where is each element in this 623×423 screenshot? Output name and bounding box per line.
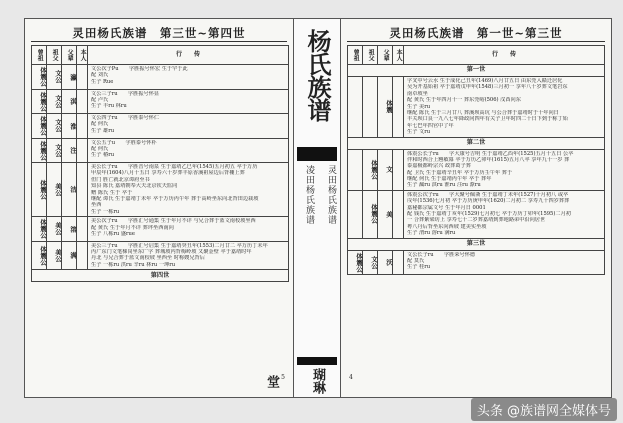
biography-cell (88, 114, 289, 139)
generation-header-row (348, 65, 605, 77)
biography-line: 生子 文ru (407, 129, 431, 136)
lineage-cell: 体震公 (32, 114, 47, 139)
biography-line: 生子 一栋ru 洪ru 辛ru 林ru 一坤ru (91, 261, 176, 268)
biography-line: 生子 一栋ru (91, 208, 120, 215)
biography-cell (88, 138, 289, 163)
self-cell (393, 149, 404, 190)
biography-cell (404, 190, 605, 238)
book-spine (264, 18, 340, 398)
lineage-cell: 溶 (62, 217, 77, 242)
lineage-cell: 体震公 (348, 250, 363, 275)
lineage-cell: 文公 (47, 65, 62, 90)
biography-line: 泰嘉极都岭宗兴 政葬葛子葬 (407, 163, 471, 170)
column-header: 曾祖 (348, 46, 363, 65)
right-title-rule (347, 41, 605, 42)
right-page-title: 灵田杨氏族谱 第一世~第三世 (389, 26, 563, 40)
biography-line: 继配 何氏 生于嘉靖丙午年 卒于 葬年 (407, 176, 492, 183)
biography-line: 丙广东门文笔梯岗坐东广字 葬城坡内背梅岭坡 又聚金壁 卒于嘉靖时年 (91, 249, 252, 256)
biography-line: 粤八丹后背坐东向西坡 建美实坐坡 (407, 223, 487, 230)
biography-line: 坐西 (91, 202, 102, 209)
lineage-cell: 洁 (62, 163, 77, 217)
biography-line: 配 卫氏 生于嘉靖辛丑年 卒于万历壬午年 葬于 (407, 169, 513, 176)
lineage-cell: 体震公 (32, 241, 47, 270)
self-cell (77, 65, 88, 90)
lineage-cell: 体震公 (32, 217, 47, 242)
generation-label: 第四世 (32, 270, 289, 282)
biography-line: 配 何氏 (91, 145, 109, 152)
lineage-cell: 文 (378, 149, 393, 190)
column-header: 祖父 (47, 46, 62, 65)
biography-line: 生子 丰ru 林ru (91, 103, 127, 110)
genealogy-entry-row (32, 65, 289, 90)
generation-label: 第二世 (348, 137, 605, 149)
spine-divider-top (297, 147, 337, 161)
biography-cell (88, 241, 289, 270)
biography-line: 文公三子ru 字胜振号怀显 (91, 90, 160, 97)
lineage-cell (348, 190, 363, 238)
biography-line: 吴为开基始祖 卒于嘉靖戊申年(1548)三月初一 享年八十岁葬文笔岩东 (407, 84, 568, 91)
right-page (340, 18, 612, 398)
self-cell (77, 163, 88, 217)
biography-line: 年七巴年四官中了年 (407, 122, 454, 129)
genealogy-entry-row (348, 190, 605, 238)
self-cell (393, 250, 404, 275)
lineage-cell: 瀛 (62, 65, 77, 90)
spine-subtitle-right: 灵田杨氏族谱 (326, 165, 336, 225)
biography-line: 丰关坝口良一九八七年降政问四年有关子卫年时四二十日下到于称丁始 (407, 116, 568, 123)
genealogy-entry-row (32, 114, 289, 139)
lineage-cell: 满 (62, 241, 77, 270)
lineage-cell: 文公 (47, 89, 62, 114)
biography-line: 南卓坡坐 (407, 90, 428, 97)
column-header: 本人 (77, 46, 88, 65)
biography-line: 生子 椿ru (91, 152, 115, 159)
biography-line: 文公长子ru 字胜荣号怀德 (407, 251, 476, 258)
lineage-cell (363, 77, 378, 138)
lineage-cell (348, 149, 363, 190)
biography-line: 文公次子Pu 字胜振号怀宏 生于罕于此 (91, 66, 188, 72)
lineage-cell: 体震公 (363, 190, 378, 238)
lineage-cell: 体震公 (363, 149, 378, 190)
lineage-cell: 美公 (47, 217, 62, 242)
self-cell (77, 241, 88, 270)
biography-line: 生子 Rue (91, 78, 114, 85)
lineage-cell: 文公 (47, 138, 62, 163)
right-page-number: 4 (349, 374, 353, 381)
biography-line: 文公四子ru 字胜泰号怀仁 (91, 115, 160, 121)
genealogy-entry-row (32, 89, 289, 114)
genealogy-entry-row (348, 149, 605, 190)
biography-line: 配 钱氏 生于嘉靖丁亥年(1529)七月初七 卒于万历丁卯年(1595)二月初 (407, 211, 571, 218)
generation-header-row (348, 238, 605, 250)
genealogy-entry-row (32, 138, 289, 163)
lineage-cell: 注 (62, 138, 77, 163)
biography-line: 体震公长子ru 字大康号吉明 生于嘉靖乙酉年(1525)五月十五日 公卒 (407, 150, 574, 157)
self-cell (393, 190, 404, 238)
biography-line: 生子 美ru (407, 103, 431, 110)
lineage-cell: 淇 (62, 89, 77, 114)
biography-line: 配 黄氏 生于年四月十一 葬东莞峪(506) 戊酉向东 (407, 97, 521, 104)
lineage-cell: 体震公 (32, 65, 47, 90)
left-genealogy-table (31, 45, 289, 282)
biography-line: 嘉秘都宗属文号 生于年月日 0001 (407, 204, 486, 211)
biography-line: 丹北 与兄合葬于蓝文南校坡 坐西至 时称嫂兄背后 (91, 255, 205, 262)
genealogy-entry-row (348, 77, 605, 138)
lineage-cell: 体震公 (32, 163, 47, 217)
right-genealogy-table (347, 45, 605, 275)
biography-line: 生子 八栋ru 盛rue (91, 230, 135, 237)
spine-publisher: 瑚琳堂 (264, 368, 325, 394)
column-header: 父辈 (62, 46, 77, 65)
left-title-rule (31, 41, 287, 42)
lineage-cell: 文公 (47, 114, 62, 139)
lineage-cell: 淮 (62, 114, 77, 139)
lineage-cell: 沃 (378, 250, 393, 275)
biography-cell (88, 217, 289, 242)
biography-line: 知县 陈氏 嘉靖朝奉大夫北京钦天监同 (91, 183, 178, 190)
biography-line: 甲辰年(1604)八月十五日 享寿六十岁葬丰原香溪祖屋边后背棚上葬 (91, 170, 245, 177)
genealogy-entry-row (32, 241, 289, 270)
biography-line: 文公五子u 字胜泰号怀朴 (91, 139, 157, 146)
genealogy-entry-row (32, 217, 289, 242)
biography-cell (404, 77, 605, 138)
spine-subtitle-left: 凌田杨氏族谱 (304, 165, 314, 225)
lineage-cell: 体震公 (32, 89, 47, 114)
column-header: 行 传 (404, 46, 605, 65)
lineage-cell: 体震公 (32, 138, 47, 163)
biography-line: 继配 谭氏 生于嘉靖丁未年 卒于万历丙午年 葬于高岭坐东向北背田边栽坡 (91, 195, 259, 202)
generation-label: 第一世 (348, 65, 605, 77)
biography-line: 赠 陈氏 生于 卒于 (91, 189, 133, 196)
genealogy-entry-row (348, 250, 605, 275)
biography-cell (88, 163, 289, 217)
biography-line: 美公长子ru 字胜晋号南泉 生于嘉靖乙巳年(1545)五月初五 卒于万历 (91, 164, 258, 170)
self-cell (77, 89, 88, 114)
spine-divider-bottom (297, 357, 337, 365)
biography-cell (404, 250, 605, 275)
biography-line: 美公次子ru 字胜汇号通集 生于年月不详 与兄合葬于蓝文南校坡坐西 (91, 218, 256, 225)
biography-line: 配 黄氏 生于年月不详 葬坪坐西南向 (91, 224, 174, 231)
biography-line: 字叉中号云水 生于成化己丑年(1469)八月廿五日 由东莞入赣迁居化 (407, 78, 563, 84)
biography-line: 生子 桂ru (407, 264, 431, 271)
left-page-number: 5 (281, 374, 285, 381)
biography-line: 生子 渢ru 淇ru 淮ru 注ru 潦ru (407, 182, 481, 189)
self-cell (393, 77, 404, 138)
biography-line: 体震公次子ru 字大聚号佩斋 生于嘉靖丁未年(1527)十月初八 或卒 (407, 191, 569, 198)
column-header: 祖父 (363, 46, 378, 65)
column-header: 曾祖 (32, 46, 47, 65)
biography-line: 生子 渭ru 溶ru 满ru (407, 230, 456, 237)
self-cell (77, 217, 88, 242)
biography-line: 戌年(1536)七月初 卒于万历庚申年(1620)二月初二 享寿九十四岁葬葬 (407, 198, 570, 205)
biography-cell (88, 89, 289, 114)
generation-header-row (348, 137, 605, 149)
genealogy-entry-row (32, 163, 289, 217)
left-page (24, 18, 294, 398)
biography-line: 一 合葬紫梁坊上 享寿七十二岁葬嘉靖到葬地路弟中沿向居世 (407, 217, 546, 224)
column-header: 父辈 (378, 46, 393, 65)
column-header: 本人 (393, 46, 404, 65)
biography-line: 伴和时西合上翘敏幕 卒于万历乙卯年(1615)五月八卒 享年九十一岁 葬 (407, 156, 570, 163)
column-header: 行 传 (88, 46, 289, 65)
biography-cell (404, 149, 605, 190)
lineage-cell (348, 77, 363, 138)
biography-line: 但门 胜亡就北京谭府至书 (91, 176, 150, 183)
biography-cell (88, 65, 289, 90)
biography-line: 继配 陈氏 生于三月廿八 葬溪坝高坑 与公合葬于嘉靖时于十年向日 (407, 109, 559, 116)
lineage-cell: 美 (378, 190, 393, 238)
self-cell (77, 138, 88, 163)
biography-line: 生子 雄ru (91, 127, 115, 134)
biography-line: 配 何氏 (91, 121, 109, 128)
biography-line: 配 刘氏 (91, 72, 109, 79)
biography-line: 美公三子ru 字胜汇号启集 生于嘉靖癸丑年(1553)二月廿二 卒万历丁未年 (91, 242, 268, 249)
lineage-cell: 美公 (47, 163, 62, 217)
left-page-title: 灵田杨氏族谱 第三世~第四世 (72, 26, 246, 40)
generation-label: 第三世 (348, 238, 605, 250)
watermark: 头条 @族谱网全媒体号 (471, 398, 617, 421)
biography-line: 配 卢氏 (91, 96, 109, 103)
self-cell (77, 114, 88, 139)
lineage-cell: 体震 (378, 77, 393, 138)
biography-line: 配 莫氏 (407, 257, 425, 264)
lineage-cell: 美公 (47, 241, 62, 270)
lineage-cell: 文公 (363, 250, 378, 275)
generation-header-row (32, 270, 289, 282)
spine-title: 杨氏族谱 (303, 29, 332, 121)
